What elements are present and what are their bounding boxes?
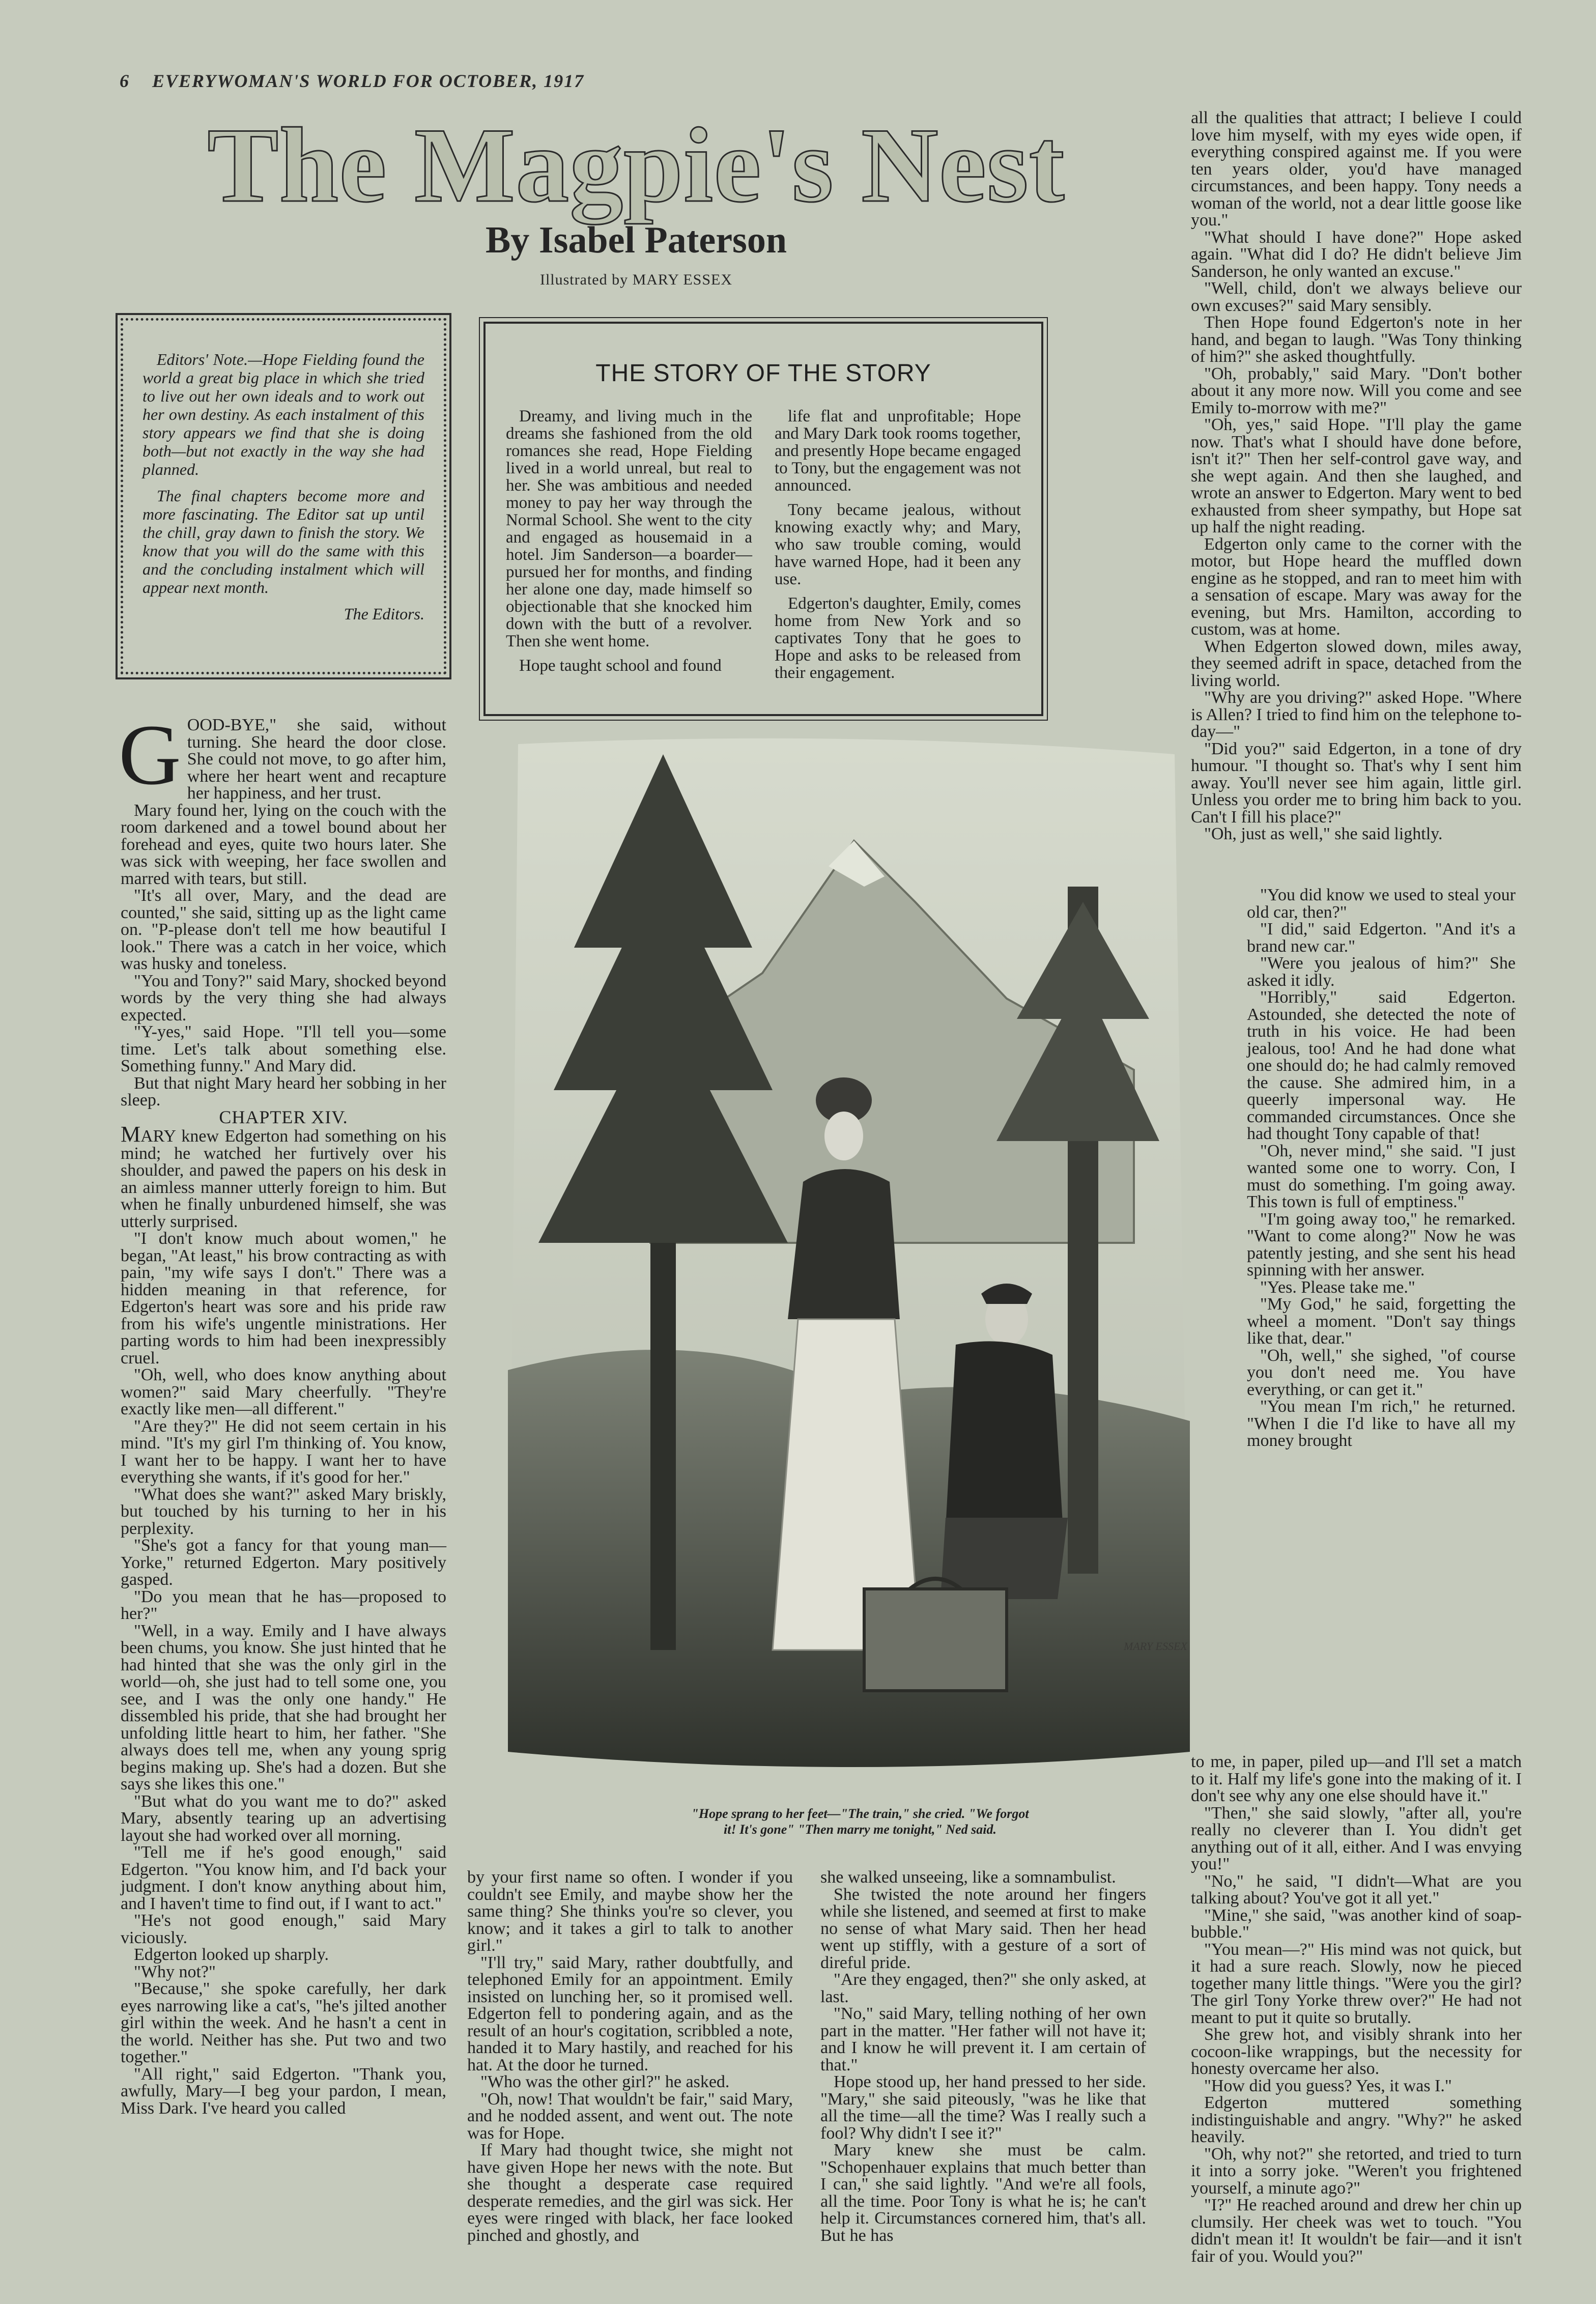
paragraph: If Mary had thought twice, she might not have given Hope her news with the note. But she thought a desperate case required desperate remedies, and the girl was sick. Her eyes were ringed with black, her face looked pinched and ghostly, and	[467, 2141, 793, 2245]
paragraph: "Tell me if he's good enough," said Edgerton. "You know him, and I'd back your judgment. I don't know anything about him, and I haven't time to find out, if I want to act."	[121, 1843, 446, 1913]
artist-signature: MARY ESSEX	[1124, 1640, 1187, 1653]
paragraph: "Are they?" He did not seem certain in his mind. "It's my girl I'm thinking of. You know, I want her to be happy. I want her to have everything she wants, if it's good for her."	[121, 1416, 446, 1487]
paragraph: "Oh, just as well," she said lightly.	[1204, 824, 1443, 843]
paragraph: "Well, in a way. Emily and I have always been chums, you know. She just hinted that he had hinted that she was the only girl in the world—oh, she just had to tell some one, you see, and I was the only one handy." He dissembled his pride, that she had brought her unfolding little heart to him, her father. "She always does tell me, when any young sprig begins making up. She's had a dozen. But she says she likes this one."	[121, 1621, 446, 1794]
story-summary-box	[483, 322, 1043, 716]
paragraph: "Do you mean that he has—proposed to her?"	[121, 1587, 446, 1623]
paragraph: "Oh, well," she sighed, "of course you don't need me. You have everything, or can get it."	[1247, 1346, 1516, 1399]
illustrator-credit: Illustrated by MARY ESSEX	[539, 271, 733, 288]
paragraph: But that night Mary heard her sobbing in her sleep.	[121, 1073, 446, 1110]
paragraph: "Are they engaged, then?" she only asked, at last.	[820, 1970, 1146, 2006]
paragraph: "You mean—?" His mind was not quick, but it had a sure reach. Slowly, now he pieced together many little things. "Were you the girl? The girl Tony Yorke threw over?" He had not meant to put it quite so brutally.	[1191, 1940, 1522, 2027]
paragraph: "Mine," she said, "was another kind of soap-bubble."	[1191, 1905, 1522, 1942]
drop-cap: G	[119, 707, 181, 803]
paragraph: Then Hope found Edgerton's note in her hand, and began to laugh. "Was Tony thinking of him?" she asked thoughtfully.	[1191, 313, 1522, 366]
paragraph: "I'll try," said Mary, rather doubtfully, and telephoned Emily for an appointment. Emily insisted on lunching her, so it promised well. Edgerton fell to pondering again, and as the result of an hour's cogitation, scribbled a note, handed it to Mary hastily, and reached for his hat. At the door he turned.	[467, 1953, 793, 2074]
caption-line: "Hope sprang to her feet—"The train," she cried. "We forgot	[691, 1806, 1029, 1821]
paragraph: "Why are you driving?" asked Hope. "Where is Allen? I tried to find him on the telephone to-day—"	[1191, 688, 1522, 741]
chapter-heading: CHAPTER XIV.	[219, 1106, 348, 1127]
editors-note-paragraph: The final chapters become more and more fascinating. The Editor sat up until the chill, gray dawn to finish the story. We know that you will do the same with this and the concluding instalment which will appear next month.	[142, 487, 424, 596]
opening-paragraph: OOD-BYE," she said, without turning. She heard the door close. She could not move, to go after him, where her heart went and recapture her happiness, and her trust.	[187, 716, 446, 803]
paragraph: "Then," she said slowly, "after all, you're really no cleverer than I. You didn't get anything out of it all, either. And I was envying you!"	[1191, 1803, 1522, 1873]
page-number: 6	[120, 71, 130, 91]
paragraph: "Oh, probably," said Mary. "Don't bother about it any more now. Will you come and see Emily to-morrow with me?"	[1191, 364, 1522, 417]
paragraph: "It's all over, Mary, and the dead are counted," she said, sitting up as the light came on. "P-please don't tell me how beautiful I look." There was a catch in her voice, which was husky and toneless.	[121, 886, 446, 973]
paragraph: "No," he said, "I didn't—What are you talking about? You've got it all yet."	[1191, 1871, 1522, 1908]
paragraph: "Oh, never mind," she said. "I just wanted some one to worry. Con, I must do something. I'm going away. This town is full of emptiness."	[1247, 1141, 1516, 1211]
chapter-opening-paragraph: ARY knew Edgerton had something on his mind; he watched her furtively over his shoulder, and pawed the papers on his desk in an aimless manner utterly foreign to him. But when he finally unburdened himself, she was utterly surprised.	[121, 1127, 446, 1231]
paragraph: "What should I have done?" Hope asked again. "What did I do? He didn't believe Jim Sanderson, he only wanted an excuse."	[1191, 227, 1522, 281]
paragraph: "I'm going away too," he remarked. "Want to come along?" Now he was patently jesting, and she sent his head spinning with her answer.	[1247, 1209, 1516, 1279]
paragraph: to me, in paper, piled up—and I'll set a match to it. Half my life's gone into the making of it. I don't see why any one else should have it."	[1191, 1752, 1522, 1805]
paragraph: "Oh, now! That wouldn't be fair," said Mary, and he nodded assent, and went out. The note was for Hope.	[467, 2089, 793, 2143]
running-head	[120, 70, 584, 92]
paragraph: "Oh, well, who does know anything about women?" said Mary cheerfully. "They're exactly like men—all different."	[121, 1366, 446, 1418]
paragraph: "I?" He reached around and drew her chin up clumsily. Her cheek was wet to touch. "You didn't mean it! It wouldn't be fair—and it isn't fair of you. Would you?"	[1191, 2196, 1522, 2266]
paragraph: "What does she want?" asked Mary briskly, but touched by his turning to her in his perplexity.	[121, 1485, 446, 1538]
text-column-3	[820, 1869, 1146, 2244]
text-column-4-top	[1191, 109, 1522, 843]
illustration-caption	[504, 1806, 1216, 1837]
paragraph: "Were you jealous of him?" She asked it idly.	[1247, 954, 1516, 990]
text-column-4-bottom	[1191, 1753, 1522, 2265]
paragraph: She twisted the note around her fingers while she listened, and seemed at first to make no sense of what Mary said. Then her head went up stiffly, with a gesture of a sort of direful pride.	[820, 1885, 1146, 1972]
paragraph: Edgerton looked up sharply.	[134, 1945, 329, 1964]
paragraph: "You did know we used to steal your old car, then?"	[1247, 886, 1516, 922]
summary-paragraph: Tony became jealous, without knowing exactly why; and Mary, who saw trouble coming, would have warned Hope, had it been any use.	[775, 501, 1021, 588]
text-column-1	[119, 707, 446, 2118]
story-title: The Magpie's Nest	[207, 106, 1065, 224]
paragraph: She grew hot, and visibly shrank into her cocoon-like wrappings, but the necessity for honesty overcame her also.	[1191, 2025, 1522, 2078]
paragraph: she walked unseeing, like a somnambulist.	[820, 1868, 1116, 1887]
paragraph: "My God," he said, forgetting the wheel a moment. "Don't say things like that, dear."	[1247, 1295, 1516, 1348]
editors-signature: The Editors.	[344, 605, 424, 623]
summary-paragraph: Hope taught school and found	[519, 657, 722, 675]
paragraph: "No," said Mary, telling nothing of her own part in the matter. "Her father will not have it; and I know he will prevent it. I am certain of that."	[820, 2004, 1146, 2074]
paragraph: "Who was the other girl?" he asked.	[480, 2072, 730, 2091]
editors-note-box	[121, 318, 446, 674]
byline: By Isabel Paterson	[486, 219, 787, 261]
paragraph: "Oh, yes," said Hope. "I'll play the game now. That's what I should have done before, isn't it?" Then her self-control gave way, and she wept again. And then she laughed, and wrote an answer to Edgerton. Mary went to bed exhausted from sheer sympathy, but Hope sat up half the night reading.	[1191, 415, 1522, 536]
paragraph: "Horribly," said Edgerton. Astounded, she detected the note of truth in his voice. He had been jealous, too! And he had done what one should do; he had calmly removed the cause. She admired him, in a queerly impersonal way. He commanded circumstances. Once she had thought Tony capable of that!	[1247, 988, 1516, 1143]
paragraph: all the qualities that attract; I believe I could love him myself, with my eyes wide open, if everything conspired against me. If you were ten years older, you'd have managed circumstances, and been happy. Tony needs a woman of the world, not a dear little goose like you."	[1191, 108, 1522, 230]
story-summary-heading: THE STORY OF THE STORY	[595, 360, 931, 387]
running-head-text: EVERYWOMAN'S WORLD FOR OCTOBER, 1917	[152, 71, 585, 91]
chapter-initial: M	[121, 1122, 141, 1147]
text-column-4-narrow	[1247, 887, 1516, 1449]
paragraph: "Well, child, don't we always believe our own excuses?" said Mary sensibly.	[1191, 279, 1522, 315]
paragraph: "Why not?"	[134, 1962, 216, 1981]
story-summary-right-column	[775, 408, 1021, 689]
paragraph: "How did you guess? Yes, it was I."	[1204, 2076, 1452, 2095]
paragraph: "You and Tony?" said Mary, shocked beyond words by the very thing she had always expected.	[121, 971, 446, 1025]
paragraph: "Did you?" said Edgerton, in a tone of dry humour. "I thought so. That's why I sent him away. You'll never see him again, little girl. Unless you order me to bring him back to you. Can't I fill his place?"	[1191, 739, 1522, 827]
summary-paragraph: Dreamy, and living much in the dreams she fashioned from the old romances she read, Hope Fielding lived in a world unreal, but real to her. She was ambitious and needed money to pay her way through the Normal School. She went to the city and engaged as housemaid in a hotel. Jim Sanderson—a boarder— pursued her for months, and finding her alone one day, made himself so objectionable that she knocked him down with the butt of a revolver. Then she went home.	[506, 407, 752, 650]
editors-note-paragraph: Editors' Note.—Hope Fielding found the world a great big place in which she tried to live out her own ideals and to work out her own destiny. As each instalment of this story appears we find that she is doing both—but not exactly in the way she had planned.	[142, 350, 424, 478]
paragraph: "Because," she spoke carefully, her dark eyes narrowing like a cat's, "he's jilted another girl within the week. And he hasn't a cent in the world. Neither has she. Put two and two together."	[121, 1979, 446, 2066]
paragraph: Mary found her, lying on the couch with the room darkened and a towel bound about her forehead and eyes, quite two hours later. She was sick with weeping, her face swollen and marred with tears, but still.	[121, 801, 446, 888]
suitcase	[864, 1579, 1007, 1691]
story-illustration	[498, 734, 1203, 1777]
summary-paragraph: life flat and unprofitable; Hope and Mary Dark took rooms together, and presently Hope became engaged to Tony, but the engagement was not announced.	[775, 407, 1021, 495]
paragraph: "But what do you want me to do?" asked Mary, absently tearing up an advertising layout she had worked over all morning.	[121, 1791, 446, 1845]
paragraph: When Edgerton slowed down, miles away, they seemed adrift in space, detached from the living world.	[1191, 637, 1522, 690]
paragraph: "I don't know much about women," he began, "At least," his brow contracting as with pain, "my wife says I don't." There was a hidden meaning in that reference, for Edgerton's heart was sore and his pride raw from his wife's ungentle ministrations. Her parting words to him had been inexpressibly cruel.	[121, 1229, 446, 1368]
paragraph: "Yes. Please take me."	[1260, 1277, 1415, 1297]
paragraph: by your first name so often. I wonder if you couldn't see Emily, and maybe show her the same thing? She thinks you're so clever, you know; and it takes a girl to talk to another girl."	[467, 1868, 793, 1955]
paragraph: Hope stood up, her hand pressed to her side. "Mary," she said piteously, "was he like that all the time—all the time? Was I really such a fool? Why didn't I see it?"	[820, 2072, 1146, 2143]
paragraph: Edgerton only came to the corner with the motor, but Hope heard the muffled down engine as he stopped, and ran to meet him with a sensation of escape. Mary was away for the evening, but Mrs. Hamilton, according to custom, was at home.	[1191, 534, 1522, 639]
paragraph: "You mean I'm rich," he returned. "When I die I'd like to have all my money brought	[1247, 1397, 1516, 1450]
paragraph: "He's not good enough," said Mary viciously.	[121, 1911, 446, 1947]
summary-paragraph: Edgerton's daughter, Emily, comes home from New York and so captivates Tony that he goes to Hope and asks to be released from their engagement.	[775, 594, 1021, 682]
paragraph: "Oh, why not?" she retorted, and tried to turn it into a sorry joke. "Weren't you frightened yourself, a minute ago?"	[1191, 2144, 1522, 2198]
paragraph: "All right," said Edgerton. "Thank you, awfully, Mary—I beg your pardon, I mean, Miss Dark. I've heard you called	[121, 2064, 446, 2118]
paragraph: "Y-yes," said Hope. "I'll tell you—some time. Let's talk about something else. Something funny." And Mary did.	[121, 1022, 446, 1075]
paragraph: "She's got a fancy for that young man—Yorke," returned Edgerton. Mary positively gasped.	[121, 1536, 446, 1589]
paragraph: Edgerton muttered something indistinguishable and angry. "Why?" he asked heavily.	[1191, 2093, 1522, 2146]
paragraph: Mary knew she must be calm. "Schopenhauer explains that much better than I can," she said lightly. "And we're all fools, all the time. Poor Tony is what he is; he can't help it. Circumstances cornered him, that's all. But he has	[820, 2141, 1146, 2245]
story-summary-left-column	[506, 408, 752, 689]
paragraph: "I did," said Edgerton. "And it's a brand new car."	[1247, 920, 1516, 956]
caption-line: it! It's gone" "Then marry me tonight," Ned said.	[724, 1822, 996, 1837]
text-column-2	[467, 1869, 793, 2244]
